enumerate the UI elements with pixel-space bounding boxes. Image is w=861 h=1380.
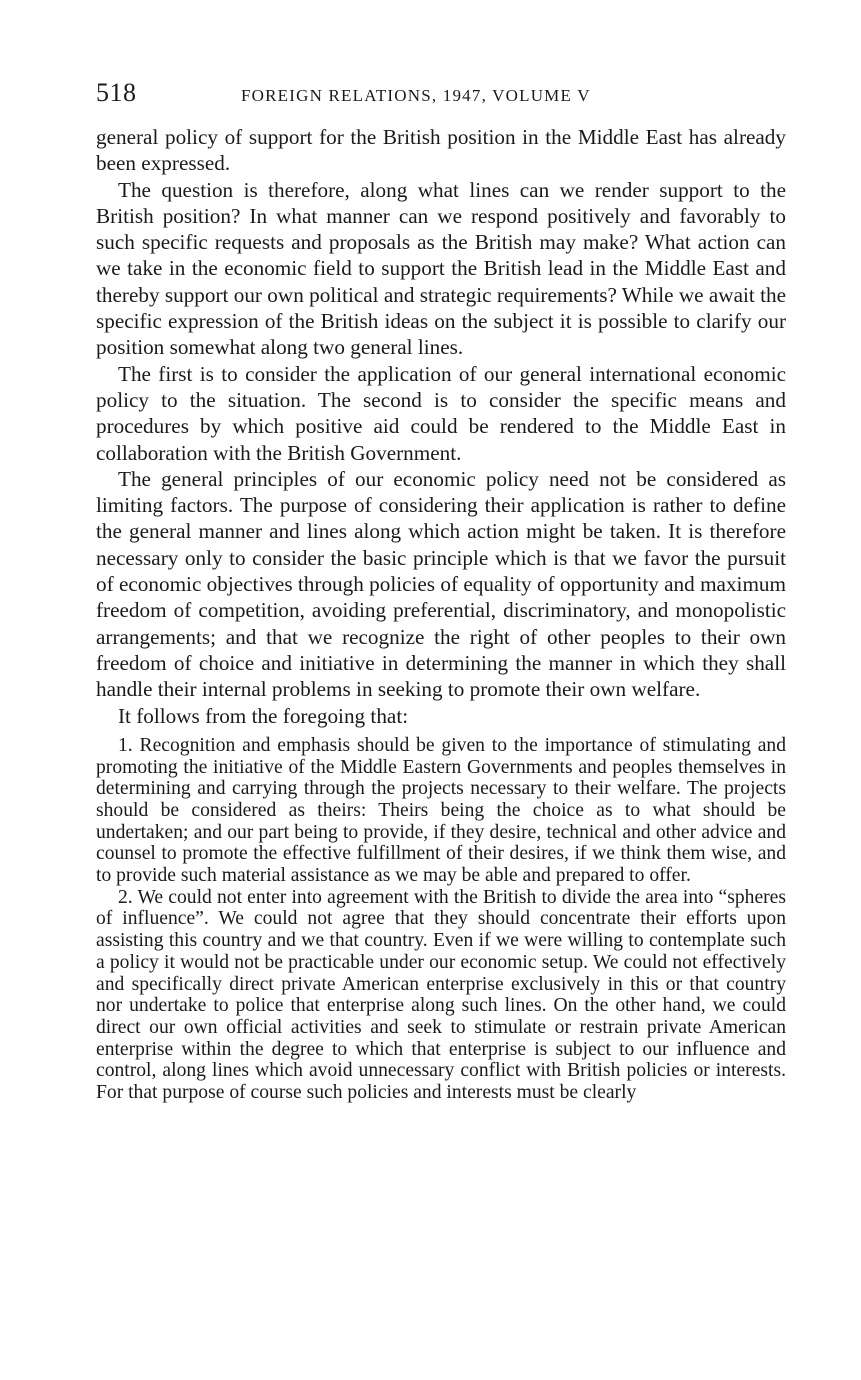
page-header xyxy=(96,78,786,114)
paragraph-question: The question is therefore, along what lines can we render support to the British position? In what manner can we respond positively and favorably to such specific requests and proposals as the British may make? What action can we take in the economic field to support the British lead in the Middle East and thereby support our own political and strategic requirements? While we await the specific expression of the British ideas on the subject it is possible to clarify our position somewhat along two general lines. xyxy=(96,177,786,360)
page-number: 518 xyxy=(96,78,137,107)
document-page xyxy=(96,78,786,1104)
running-title: FOREIGN RELATIONS, 1947, VOLUME V xyxy=(241,86,591,105)
list-item-2: 2. We could not enter into agreement with the British to divide the area into “spheres of influence”. We could not agree that they should concentrate their efforts upon assisting this country and we that country. Even if we were willing to contemplate such a policy it would not be practicable under our economic setup. We could not effectively and specifically direct private American enterprise exclusively in this or that country nor undertake to police that enterprise along such lines. On the other hand, we could direct our own official activities and seek to stimulate or restrain private American enterprise within the degree to which that enterprise is subject to our influence and control, along lines which avoid unnecessary conflict with British policies or interests. For that purpose of course such policies and interests must be clearly xyxy=(96,886,786,1104)
paragraph-follows: It follows from the foregoing that: xyxy=(118,703,409,728)
paragraph-general-principles: The general principles of our economic policy need not be considered as limiting factors. The purpose of considering their application is rather to define the general manner and lines along which action might be taken. It is therefore necessary only to consider the basic principle which is that we favor the pursuit of economic objectives through policies of equality of opportunity and maximum freedom of competition, avoiding preferential, discriminatory, and monopolistic arrangements; and that we recognize the right of other peoples to their own freedom of choice and initiative in determining the manner in which they shall handle their internal problems in seeking to promote their own welfare. xyxy=(96,466,786,702)
paragraph-two-lines: The first is to consider the application of our general international economic policy to the situation. The second is to consider the specific means and procedures by which positive aid could be rendered to the Middle East in collaboration with the British Government. xyxy=(96,361,786,465)
paragraph-continuation: general policy of support for the British position in the Middle East has already been expressed. xyxy=(96,125,786,176)
list-item-1: 1. Recognition and emphasis should be given to the importance of stimulating and promoting the initiative of the Middle Eastern Governments and peoples themselves in determining and carrying through the projects necessary to their welfare. The projects should be considered as theirs: Theirs being the choice as to what should be undertaken; and our part being to provide, if they desire, technical and other advice and counsel to promote the effective fulfillment of their desires, if we think them wise, and to provide such material assistance as we may be able and prepared to offer. xyxy=(96,734,786,887)
